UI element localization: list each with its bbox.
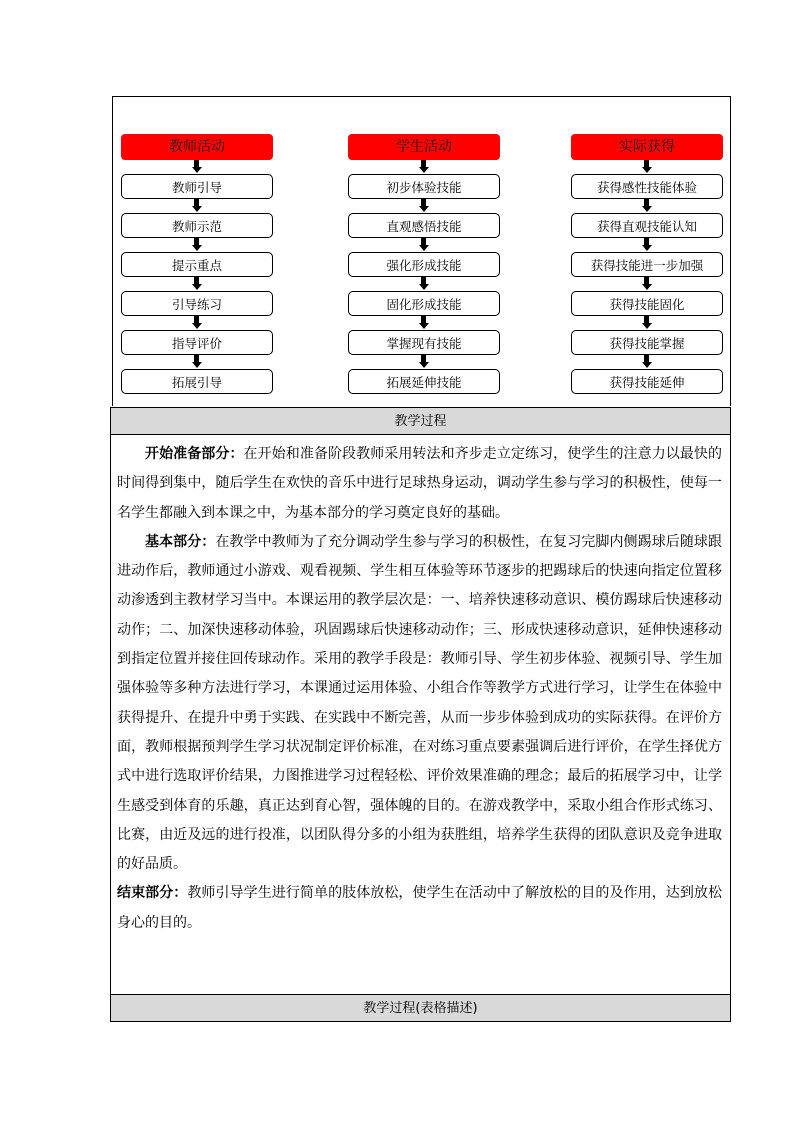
end-section-paragraph (117, 879, 722, 938)
teaching-process-content (117, 440, 722, 938)
down-arrow-icon (348, 160, 500, 174)
gain-step: 获得技能延伸 (571, 369, 723, 394)
down-arrow-icon (571, 316, 723, 330)
down-arrow-icon (121, 160, 273, 174)
student-step: 强化形成技能 (348, 252, 500, 277)
down-arrow-icon (571, 355, 723, 369)
gain-step: 获得技能掌握 (571, 330, 723, 355)
gain-step: 获得直观技能认知 (571, 213, 723, 238)
teacher-step: 教师示范 (121, 213, 273, 238)
down-arrow-icon (571, 160, 723, 174)
student-activity-header: 学生活动 (348, 134, 500, 160)
student-step: 固化形成技能 (348, 291, 500, 316)
teacher-step: 引导练习 (121, 291, 273, 316)
start-section-label: 开始准备部分： (145, 446, 244, 462)
student-step: 初步体验技能 (348, 174, 500, 199)
basic-section-label: 基本部分： (145, 533, 216, 550)
actual-gain-column (571, 134, 723, 394)
down-arrow-icon (121, 355, 273, 369)
student-step: 掌握现有技能 (348, 330, 500, 355)
end-section-text: 教师引导学生进行简单的肢体放松，使学生在活动中了解放松的目的及作用，达到放松身心的目的。 (117, 885, 722, 931)
gain-step: 获得技能进一步加强 (571, 252, 723, 277)
table-description-header: 教学过程(表格描述) (110, 994, 731, 1022)
basic-section-paragraph (117, 528, 722, 880)
down-arrow-icon (348, 238, 500, 252)
down-arrow-icon (348, 316, 500, 330)
student-activity-column (348, 134, 500, 394)
teacher-step: 提示重点 (121, 252, 273, 277)
teacher-step: 指导评价 (121, 330, 273, 355)
teacher-step: 拓展引导 (121, 369, 273, 394)
down-arrow-icon (348, 355, 500, 369)
end-section-label: 结束部分： (117, 885, 188, 902)
down-arrow-icon (571, 277, 723, 291)
teacher-activity-header: 教师活动 (121, 134, 273, 160)
teaching-process-header: 教学过程 (110, 407, 731, 435)
basic-section-text: 在教学中教师为了充分调动学生参与学习的积极性，在复习完脚内侧踢球后随球跟进动作后，教师通过小游戏、观看视频、学生相互体验等环节逐步的把踢球后的快速向指定位置移动渗透到主教材学习当中。本课运用的教学层次是：一、培养快速移动意识、模仿踢球后快速移动动作；二、加深快速移动体验，巩固踢球后快速移动动作；三、形成快速移动意识，延伸快速移动到指定位置并接住回传球动作。采用的教学手段是：教师引导、学生初步体验、视频引导、学生加强体验等多种方法进行学习，本课通过运用体验、小组合作等教学方式进行学习，让学生在体验中获得提升、在提升中勇于实践、在实践中不断完善，从而一步步体验到成功的实际获得。在评价方面，教师根据预判学生学习状况制定评价标准，在对练习重点要素强调后进行评价，在学生择优方式中进行选取评价结果，力图推进学习过程轻松、评价效果准确的理念；最后的拓展学习中，让学生感受到体育的乐趣，真正达到育心智，强体魄的目的。在游戏教学中，采取小组合作形式练习、比赛，由近及远的进行投准，以团队得分多的小组为获胜组，培养学生获得的团队意识及竞争进取的好品质。 (117, 533, 722, 873)
student-step: 直观感悟技能 (348, 213, 500, 238)
gain-step: 获得技能固化 (571, 291, 723, 316)
student-step: 拓展延伸技能 (348, 369, 500, 394)
teacher-activity-column (121, 134, 273, 394)
start-section-text: 在开始和准备阶段教师采用转法和齐步走立定练习，使学生的注意力以最快的时间得到集中，随后学生在欢快的音乐中进行足球热身运动，调动学生参与学习的积极性，使每一名学生都融入到本课之中，为基本部分的学习奠定良好的基础。 (117, 446, 723, 521)
down-arrow-icon (571, 238, 723, 252)
down-arrow-icon (571, 199, 723, 213)
down-arrow-icon (121, 199, 273, 213)
down-arrow-icon (121, 316, 273, 330)
teacher-step: 教师引导 (121, 174, 273, 199)
down-arrow-icon (348, 199, 500, 213)
down-arrow-icon (121, 238, 273, 252)
actual-gain-header: 实际获得 (571, 134, 723, 160)
down-arrow-icon (348, 277, 500, 291)
down-arrow-icon (121, 277, 273, 291)
start-section-paragraph (117, 440, 722, 528)
gain-step: 获得感性技能体验 (571, 174, 723, 199)
